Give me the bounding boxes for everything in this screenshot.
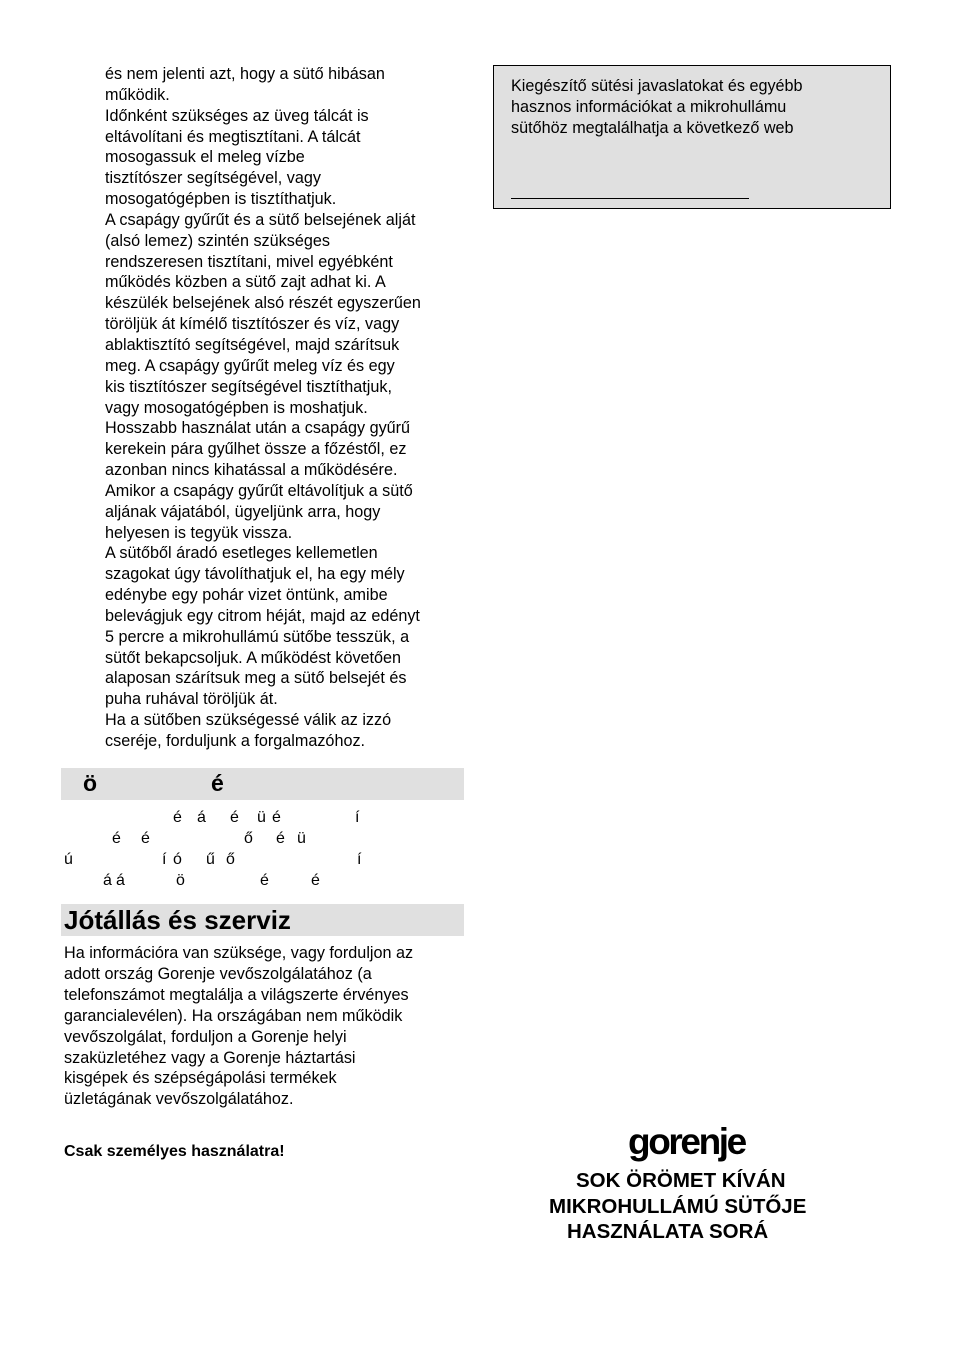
- text-fragment: ó: [173, 851, 182, 868]
- text-line: eltávolítani és megtisztítani. A tálcát: [105, 127, 361, 146]
- text-fragment: ő: [244, 830, 253, 847]
- text-line: tisztítószer segítségével, vagy: [105, 169, 321, 188]
- text-line: rendszeresen tisztítani, mivel egyébként: [105, 252, 393, 271]
- warranty-heading: Jótállás és szerviz: [64, 905, 291, 935]
- text-line: működés közben a sütő zajt adhat ki. A: [105, 273, 386, 292]
- text-line: szaküzletéhez vagy a Gorenje háztartási: [64, 1048, 356, 1067]
- text-line: azonban nincs kihatással a működésére.: [105, 461, 398, 480]
- text-fragment: é: [112, 830, 121, 847]
- text-line: aljának vájatából, ügyeljünk arra, hogy: [105, 502, 381, 521]
- text-line: sütőhöz megtalálhatja a következő web: [511, 118, 794, 137]
- text-line: hasznos információkat a mikrohullámu: [511, 97, 787, 116]
- text-fragment: é: [173, 809, 182, 826]
- text-line: kerekein pára gyűlhet össze a főzéstől, ez: [105, 440, 407, 459]
- text-fragment: é: [230, 809, 239, 826]
- text-line: alaposan szárítsuk meg a sütő belsejét és: [105, 669, 407, 688]
- slogan-line: HASZNÁLATA SORÁ: [567, 1220, 769, 1243]
- text-line: Amikor a csapágy gyűrűt eltávolítjuk a sütő: [105, 481, 413, 500]
- text-line: vagy mosogatógépben is moshatjuk.: [105, 398, 368, 417]
- slogan: [540, 1168, 840, 1245]
- text-fragment: é: [276, 830, 285, 847]
- slogan-line: SOK ÖRÖMET KÍVÁN: [576, 1169, 786, 1192]
- text-line: (alsó lemez) szintén szükséges: [105, 231, 330, 250]
- text-line: sütőt bekapcsoljuk. A működést követően: [105, 648, 402, 667]
- gorenje-logo-mark: [628, 1120, 768, 1166]
- text-fragment: á: [116, 872, 125, 889]
- text-line: kis tisztítószer segítségével tisztíthatjuk,: [105, 377, 392, 396]
- text-line: működik.: [105, 85, 170, 104]
- personal-use-note: Csak személyes használatra!: [64, 1143, 285, 1160]
- text-line: Ha a sütőben szükségessé válik az izzó: [105, 711, 392, 730]
- text-fragment: í: [355, 809, 360, 826]
- text-fragment: é: [311, 872, 320, 889]
- text-line: kisgépek és szépségápolási termékek: [64, 1069, 337, 1088]
- text-line: készülék belsejének alsó részét egyszerűen: [105, 294, 421, 313]
- text-line: üzletágának vevőszolgálatához.: [64, 1090, 294, 1109]
- text-line: puha ruhával töröljük át.: [105, 690, 278, 709]
- text-fragment: í: [162, 851, 167, 868]
- text-line: vevőszolgálat, forduljon a Gorenje helyi: [64, 1027, 347, 1046]
- text-line: mosogatógépben is tisztíthatjuk.: [105, 190, 337, 209]
- text-line: Kiegészítő sütési javaslatokat és egyébb: [511, 77, 803, 95]
- text-fragment: í: [357, 851, 362, 868]
- text-line: A sütőből áradó esetleges kellemetlen: [105, 544, 378, 563]
- text-line: Ha információra van szüksége, vagy forduljon az: [64, 944, 414, 962]
- text-line: Időnként szükséges az üveg tálcát is: [105, 106, 369, 125]
- warranty-text: [64, 943, 464, 1110]
- text-fragment: é: [141, 830, 150, 847]
- text-fragment: ü: [297, 830, 306, 847]
- text-line: garancialevélen). Ha országában nem működik: [64, 1006, 403, 1025]
- gorenje-logo: [628, 1120, 768, 1166]
- text-line: mosogassuk el meleg vízbe: [105, 148, 305, 167]
- info-box-text: [511, 76, 871, 139]
- text-line: szagokat úgy távolíthatjuk el, ha egy mély: [105, 565, 405, 584]
- text-line: Hosszabb használat után a csapágy gyűrű: [105, 419, 411, 438]
- text-line: és nem jelenti azt, hogy a sütő hibásan: [105, 65, 385, 83]
- text-fragment: ű: [206, 851, 215, 868]
- text-fragment: ő: [226, 851, 235, 868]
- slogan-line: MIKROHULLÁMÚ SÜTŐJE: [549, 1194, 807, 1218]
- text-line: töröljük át kímélő tisztítószer és víz, vagy: [105, 315, 400, 334]
- url-underline: [511, 198, 749, 199]
- text-line: adott ország Gorenje vevőszolgálatához (a: [64, 964, 372, 983]
- text-line: 5 percre a mikrohullámú sütőbe tesszük, a: [105, 627, 410, 646]
- text-line: cseréje, forduljunk a forgalmazóhoz.: [105, 732, 366, 750]
- text-line: A csapágy gyűrűt és a sütő belsejének alját: [105, 210, 416, 229]
- text-fragment: ö: [176, 872, 185, 889]
- text-fragment: é: [272, 809, 281, 826]
- info-box: [493, 65, 891, 209]
- text-line: helyesen is tegyük vissza.: [105, 523, 293, 542]
- main-text: [105, 64, 465, 752]
- text-line: belevágjuk egy citrom héját, majd az edényt: [105, 606, 420, 625]
- text-fragment: é: [260, 872, 269, 889]
- text-line: telefonszámot megtalálja a világszerte érvényes: [64, 985, 409, 1004]
- text-fragment: á: [103, 872, 112, 889]
- text-line: ablaktisztító segítségével, majd szárítsuk: [105, 335, 400, 354]
- heading-fragment: é: [211, 770, 224, 796]
- text-fragment: á: [197, 809, 206, 826]
- text-line: meg. A csapágy gyűrűt meleg víz és egy: [105, 356, 395, 375]
- text-fragment: ü: [257, 809, 266, 826]
- heading-fragment: ö: [83, 770, 98, 796]
- text-line: edénybe egy pohár vizet öntünk, amibe: [105, 586, 388, 605]
- section-heading-bar: [61, 768, 464, 800]
- svg-text:gorenje: gorenje: [628, 1121, 745, 1162]
- text-fragment: ú: [64, 851, 73, 868]
- warranty-heading-bar: [61, 904, 464, 936]
